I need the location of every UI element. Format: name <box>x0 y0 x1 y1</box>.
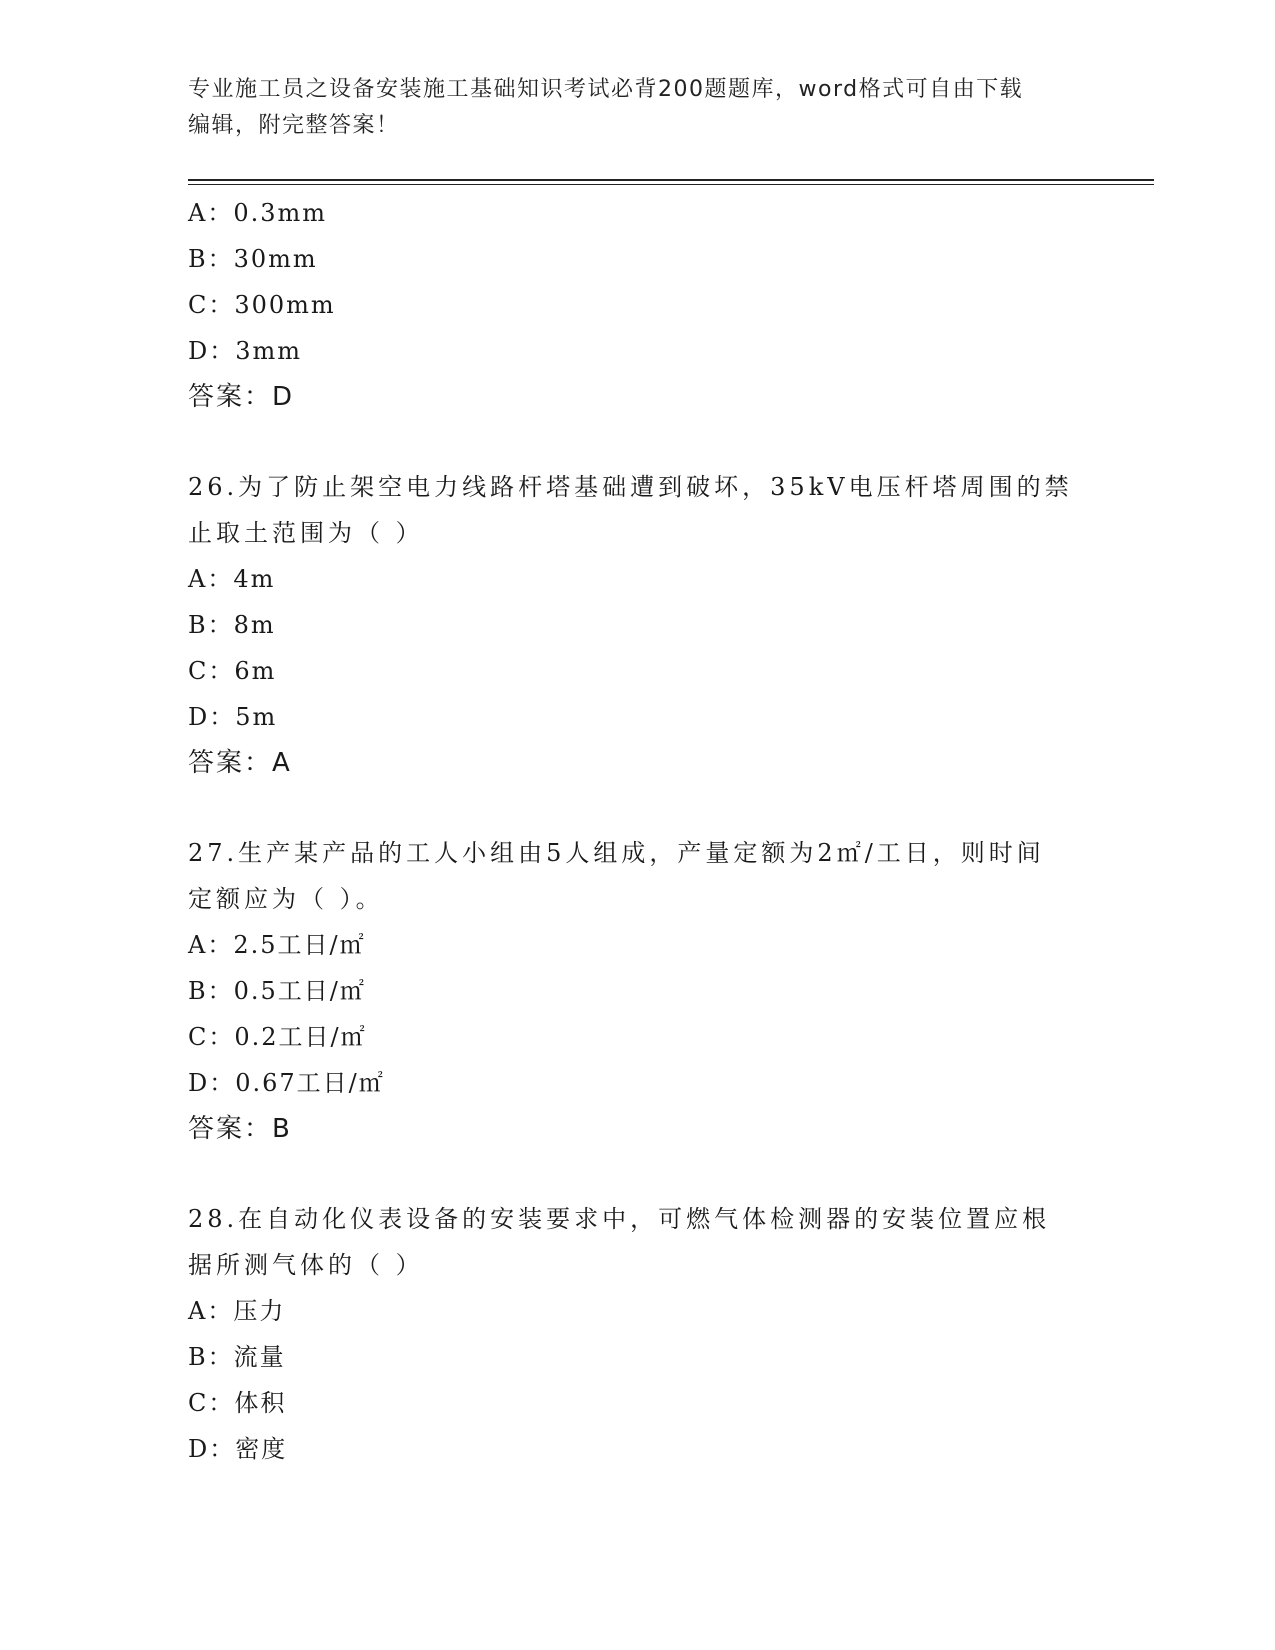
option-d: D：0.67工日/㎡ <box>188 1069 385 1097</box>
answer-key: 答案：A <box>188 748 292 778</box>
question-stem-line-2: 止取土范围为（ ） <box>188 519 424 547</box>
answer-key: 答案：B <box>188 1114 292 1144</box>
option-d: D：3mm <box>188 337 303 365</box>
option-c: C：体积 <box>188 1389 287 1417</box>
document-header <box>188 72 1088 144</box>
question-28 <box>188 1196 1088 1472</box>
option-d: D：5m <box>188 703 278 731</box>
option-a: A：4m <box>188 565 276 593</box>
option-a: A：压力 <box>188 1297 286 1325</box>
spacer <box>188 420 1088 464</box>
option-b: B：30mm <box>188 245 318 273</box>
option-d: D：密度 <box>188 1435 288 1463</box>
option-a: A：2.5工日/㎡ <box>188 931 366 959</box>
option-b: B：0.5工日/㎡ <box>188 977 366 1005</box>
question-stem-line-1: 28.在自动化仪表设备的安装要求中，可燃气体检测器的安装位置应根 <box>188 1205 1051 1233</box>
question-stem-line-2: 据所测气体的（ ） <box>188 1251 424 1279</box>
question-stem-line-1: 26.为了防止架空电力线路杆塔基础遭到破坏，35kV电压杆塔周围的禁 <box>188 473 1073 501</box>
answer-key: 答案：D <box>188 382 295 412</box>
question-27 <box>188 830 1088 1152</box>
option-c: C：300mm <box>188 291 336 319</box>
option-b: B：8m <box>188 611 276 639</box>
question-26 <box>188 464 1088 786</box>
question-list <box>188 190 1088 1472</box>
header-divider-thin <box>188 184 1154 185</box>
option-c: C：0.2工日/㎡ <box>188 1023 367 1051</box>
header-title-line-2: 编辑，附完整答案！ <box>188 113 400 138</box>
spacer <box>188 1152 1088 1196</box>
header-divider-thick <box>188 179 1154 181</box>
spacer <box>188 786 1088 830</box>
option-b: B：流量 <box>188 1343 286 1371</box>
question-stem-line-2: 定额应为（ ）。 <box>188 885 384 913</box>
question-25 <box>188 190 1088 420</box>
question-stem-line-1: 27.生产某产品的工人小组由5人组成，产量定额为2㎡/工日，则时间 <box>188 839 1045 867</box>
header-title-line-1: 专业施工员之设备安装施工基础知识考试必背200题题库，word格式可自由下载 <box>188 77 1024 102</box>
option-c: C：6m <box>188 657 277 685</box>
option-a: A：0.3mm <box>188 199 328 227</box>
